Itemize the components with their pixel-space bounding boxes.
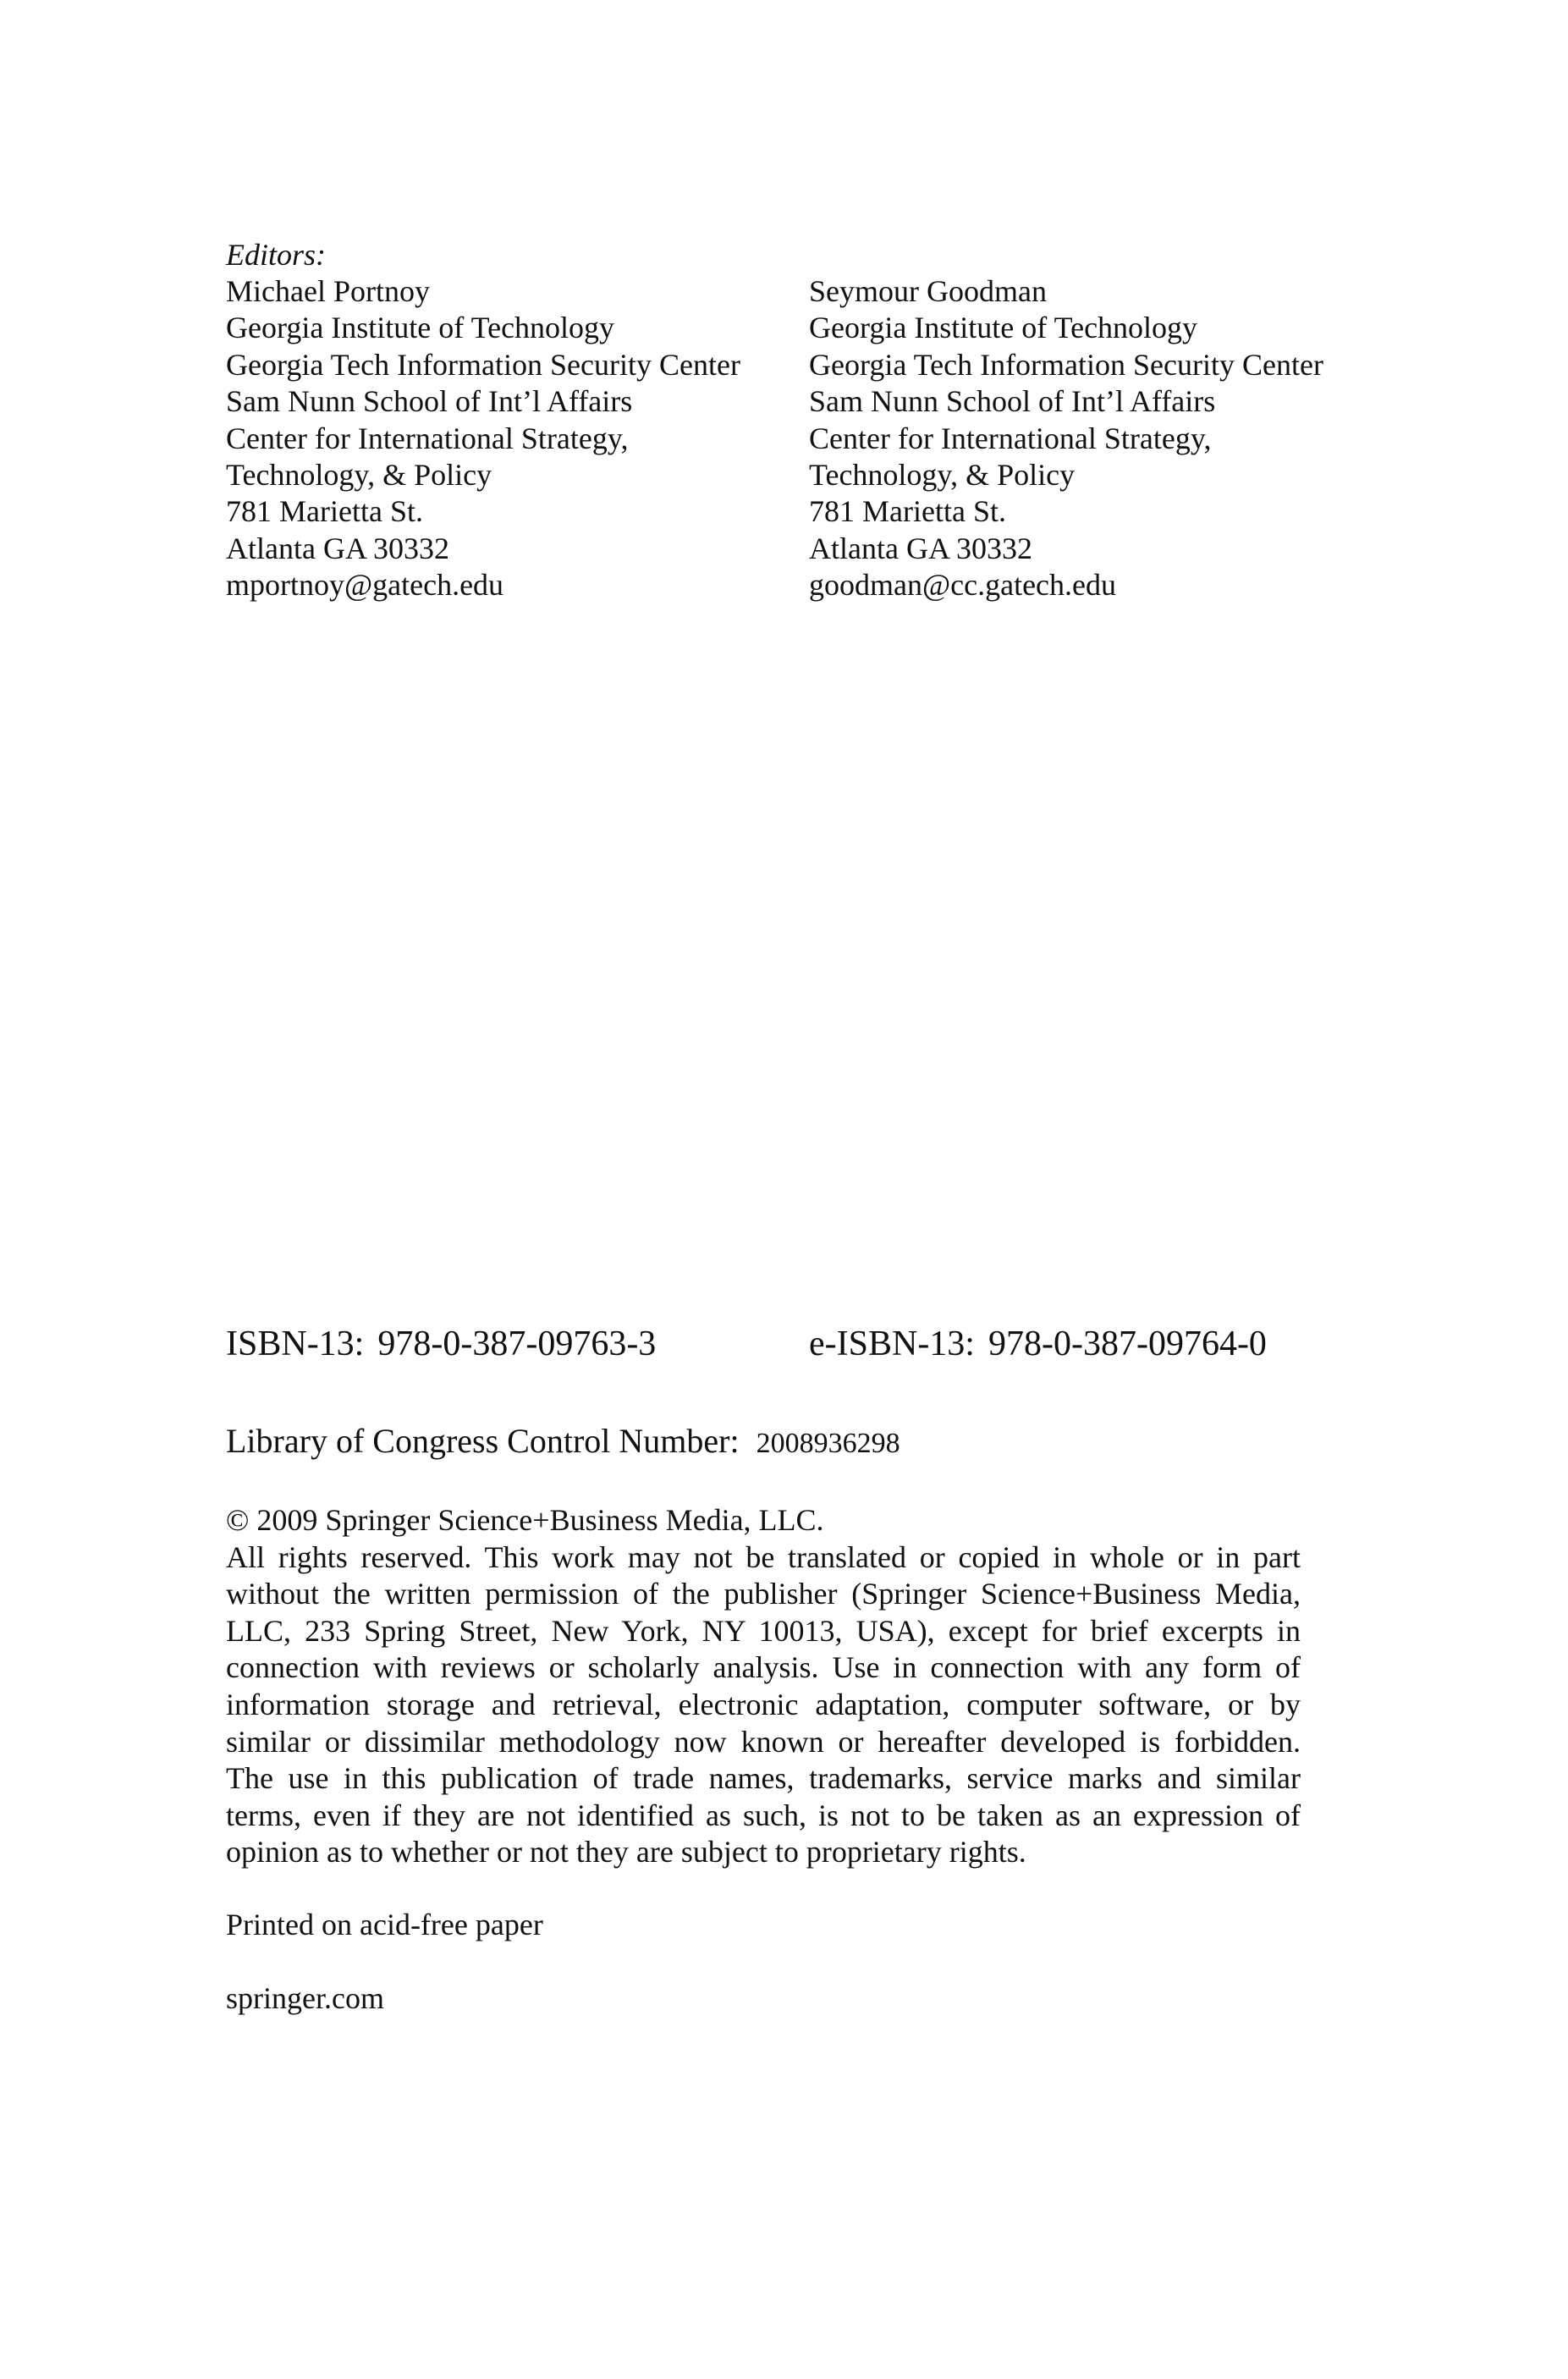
editor-address-right (809, 273, 1323, 604)
rights-text-line: opinion as to whether or not they are subject to proprietary rights. (226, 1835, 1026, 1870)
rights-text-line: similar or dissimilar methodology now known or hereafter developed is forbidden. (226, 1724, 1301, 1759)
rights-text-line: The use in this publication of trade names, trademarks, service marks and similar (226, 1761, 1301, 1796)
print-isbn-value: 978-0-387-09763-3 (377, 1324, 657, 1363)
editor-street: 781 Marietta St. (226, 494, 423, 529)
editor-dept-line-1: Center for International Strategy, (809, 421, 1212, 455)
editor-dept-line-2: Technology, & Policy (226, 458, 492, 493)
lccn-label: Library of Congress Control Number: (226, 1422, 740, 1460)
copyright-notice (226, 1502, 1301, 1871)
editor-city: Atlanta GA 30332 (226, 531, 449, 565)
library-of-congress-control (226, 1419, 900, 1471)
editors-label: Editors: (226, 238, 327, 272)
print-isbn (226, 1322, 656, 1366)
editor-center: Georgia Tech Information Security Center (809, 347, 1323, 382)
electronic-isbn-value: 978-0-387-09764-0 (988, 1324, 1267, 1363)
editor-school: Sam Nunn School of Int’l Affairs (226, 384, 633, 419)
editor-address-left (226, 273, 740, 604)
rights-text-line: connection with reviews or scholarly analysis. Use in connection with any form of (226, 1650, 1301, 1685)
rights-text-line: terms, even if they are not identified as such, is not to be taken as an expression of (226, 1798, 1301, 1832)
copyright-line: © 2009 Springer Science+Business Media, LLC. (226, 1503, 824, 1537)
editor-name: Seymour Goodman (809, 274, 1047, 308)
editor-city: Atlanta GA 30332 (809, 531, 1032, 565)
editor-dept-line-1: Center for International Strategy, (226, 421, 629, 455)
rights-text-line: LLC, 233 Spring Street, New York, NY 10013, USA), except for brief excerpts in (226, 1613, 1301, 1648)
rights-text-line: information storage and retrieval, electronic adaptation, computer software, or by (226, 1687, 1301, 1721)
editor-street: 781 Marietta St. (809, 494, 1006, 529)
rights-text-line: All rights reserved. This work may not be translated or copied in whole or in part (226, 1539, 1301, 1574)
editor-institution: Georgia Institute of Technology (226, 311, 615, 345)
editor-institution: Georgia Institute of Technology (809, 311, 1198, 345)
print-isbn-label: ISBN-13: (226, 1324, 365, 1363)
editor-email: mportnoy@gatech.edu (226, 568, 504, 603)
editor-dept-line-2: Technology, & Policy (809, 458, 1076, 493)
editor-name: Michael Portnoy (226, 274, 430, 308)
lccn-number: 2008936298 (756, 1428, 900, 1459)
printed-note: Printed on acid-free paper (226, 1908, 543, 1941)
publisher-website: springer.com (226, 1981, 384, 2015)
editor-school: Sam Nunn School of Int’l Affairs (809, 384, 1216, 419)
electronic-isbn (809, 1322, 1267, 1366)
electronic-isbn-label: e-ISBN-13: (809, 1324, 975, 1363)
rights-text-line: without the written permission of the publisher (Springer Science+Business Media, (226, 1577, 1301, 1611)
editor-center: Georgia Tech Information Security Center (226, 347, 740, 382)
editor-email: goodman@cc.gatech.edu (809, 568, 1117, 603)
